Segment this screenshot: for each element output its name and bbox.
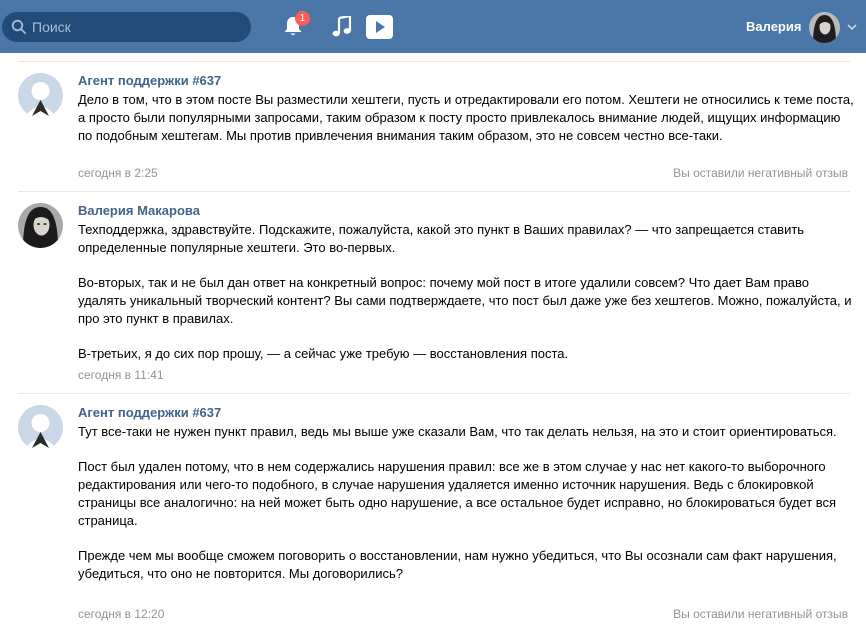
notifications-button[interactable]	[282, 14, 306, 40]
divider	[18, 191, 850, 192]
user-avatar[interactable]	[809, 12, 840, 43]
negative-review-note: Вы оставили негативный отзыв	[673, 607, 848, 621]
message-author[interactable]: Агент поддержки #637	[78, 73, 222, 88]
support-agent-avatar[interactable]	[18, 405, 63, 450]
message-paragraph: Техподдержка, здравствуйте. Подскажите, пожалуйста, какой это пункт в Ваших правилах? — что запрещается ставить определенные популярные хештеги. Это во-первых.	[78, 222, 805, 255]
search-icon	[11, 19, 27, 35]
chevron-down-icon[interactable]	[847, 24, 857, 31]
support-agent-avatar[interactable]	[18, 73, 63, 118]
message-paragraph: Пост был удален потому, что в нем содержались нарушения правил: все же в этом случае у нас нет какого-то выборочного редактирования или чего-то подобного, в случае нарушения удаляется именно источник нарушения. Ведь с блокировкой страницы все аналогично: на ней может быть одно нарушение, а все остальное будет исправно, но блокироваться будет вся страница.	[78, 459, 837, 528]
message-author[interactable]: Агент поддержки #637	[78, 405, 222, 420]
message-body	[78, 221, 858, 363]
music-icon[interactable]	[332, 16, 352, 38]
message-paragraph: Прежде чем мы вообще сможем поговорить о восстановлении, нам нужно убедиться, что Вы осознали сам факт нарушения, убедиться, что оно не повторится. Мы договорились?	[78, 548, 837, 581]
notification-badge: 1	[295, 11, 310, 26]
divider	[18, 61, 850, 62]
message-paragraph: В-третьих, я до сих пор прошу, — а сейчас уже требую — восстановления поста.	[78, 346, 569, 361]
message-time[interactable]: сегодня в 2:25	[78, 166, 158, 180]
message-author[interactable]: Валерия Макарова	[78, 203, 200, 218]
message-body	[78, 91, 858, 145]
message-body	[78, 423, 858, 583]
video-icon[interactable]	[366, 15, 393, 39]
divider	[18, 393, 850, 394]
message-paragraph: Тут все-таки не нужен пункт правил, ведь мы выше уже сказали Вам, что так делать нельзя, на это и стоит ориентироваться.	[78, 424, 837, 439]
negative-review-note: Вы оставили негативный отзыв	[673, 166, 848, 180]
message-time[interactable]: сегодня в 12:20	[78, 607, 165, 621]
user-name[interactable]: Валерия	[746, 19, 802, 34]
search-input[interactable]	[32, 12, 242, 42]
message-time[interactable]: сегодня в 11:41	[78, 368, 164, 382]
top-bar	[0, 0, 866, 53]
search-box[interactable]	[2, 12, 251, 42]
message-paragraph: Дело в том, что в этом посте Вы разместили хештеги, пусть и отредактировали его потом. Хештеги не относились к теме поста, а просто были популярными запросами, таким образом к посту просто привлекалось внимание людей, ищущих информацию по подобным хештегам. Мы против привлечения внимания таким образом, это не совсем честно все-таки.	[78, 92, 854, 143]
message-paragraph: Во-вторых, так и не был дан ответ на конкретный вопрос: почему мой пост в итоге удалили совсем? Что дает Вам право удалять уникальный творческий контент? Вы сами подтверждаете, что пост был даже уже без хештегов. Можно, пожалуйста, и про это пункт в правилах.	[78, 275, 852, 326]
user-message-avatar[interactable]	[18, 203, 63, 248]
